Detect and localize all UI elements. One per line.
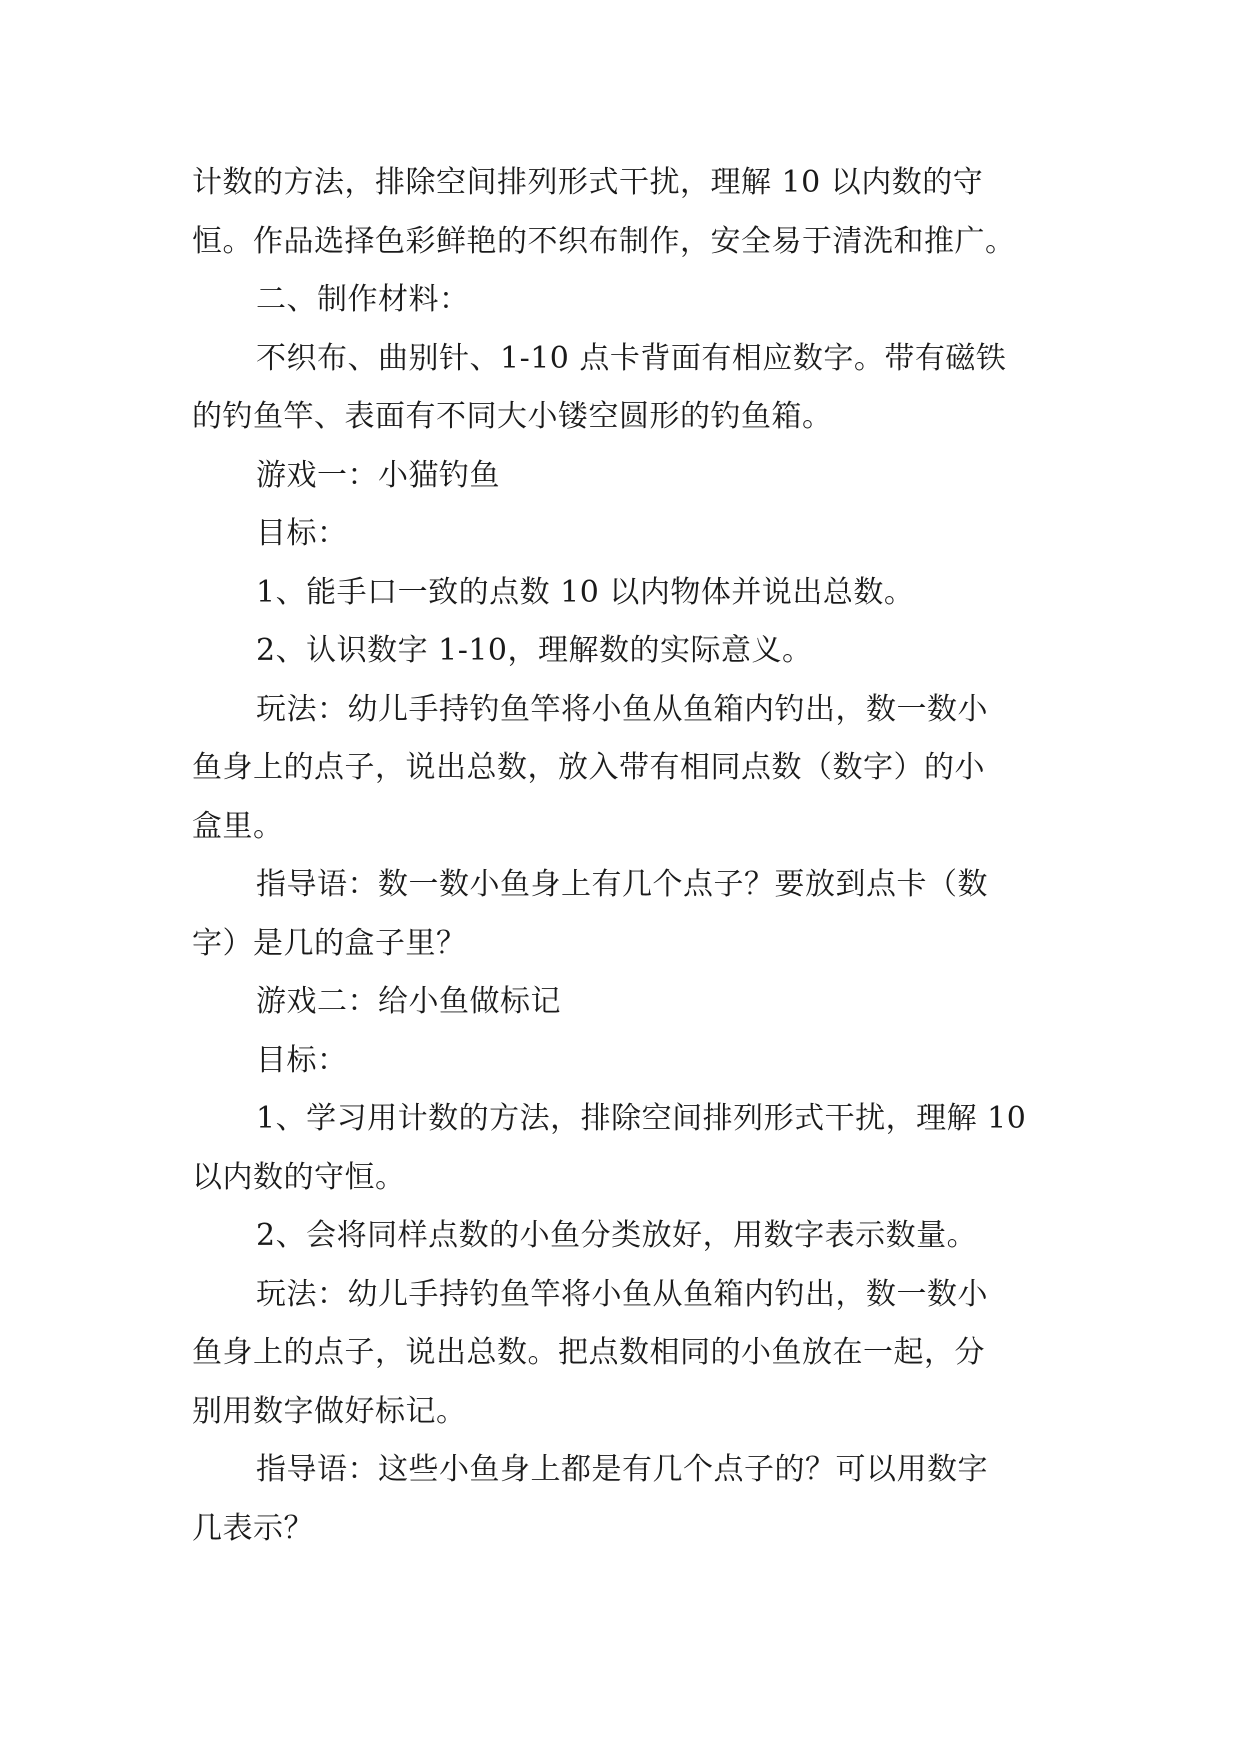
text-line: 字）是几的盒子里？ xyxy=(192,925,467,961)
text-line: 玩法：幼儿手持钓鱼竿将小鱼从鱼箱内钓出，数一数小 xyxy=(256,1276,988,1312)
text-line: 1、学习用计数的方法，排除空间排列形式干扰，理解 10 xyxy=(256,1101,1027,1136)
goal-label: 目标： xyxy=(256,516,348,551)
text-line: 不织布、曲别针、1-10 点卡背面有相应数字。带有磁铁 xyxy=(256,340,1007,376)
text-line: 指导语：数一数小鱼身上有几个点子？要放到点卡（数 xyxy=(256,867,988,902)
text-line: 鱼身上的点子，说出总数，放入带有相同点数（数字）的小 xyxy=(192,750,985,785)
text-line: 以内数的守恒。 xyxy=(192,1159,406,1195)
text-line: 盒里。 xyxy=(192,808,284,844)
text-line: 别用数字做好标记。 xyxy=(192,1393,467,1429)
document-body xyxy=(192,154,1062,1558)
text-line: 1、能手口一致的点数 10 以内物体并说出总数。 xyxy=(256,574,915,610)
text-line: 玩法：幼儿手持钓鱼竿将小鱼从鱼箱内钓出，数一数小 xyxy=(256,691,988,727)
text-line: 的钓鱼竿、表面有不同大小镂空圆形的钓鱼箱。 xyxy=(192,399,833,434)
text-line: 2、会将同样点数的小鱼分类放好，用数字表示数量。 xyxy=(256,1218,978,1253)
text-line: 计数的方法，排除空间排列形式干扰，理解 10 以内数的守 xyxy=(192,165,984,200)
section-heading: 二、制作材料： xyxy=(256,282,470,317)
text-line: 鱼身上的点子，说出总数。把点数相同的小鱼放在一起，分 xyxy=(192,1335,985,1370)
text-line: 2、认识数字 1-10，理解数的实际意义。 xyxy=(256,633,813,668)
text-line: 几表示？ xyxy=(192,1510,314,1546)
goal-label: 目标： xyxy=(256,1042,348,1078)
game-heading: 游戏二：给小鱼做标记 xyxy=(256,984,561,1019)
game-heading: 游戏一：小猫钓鱼 xyxy=(256,457,500,493)
text-line: 指导语：这些小鱼身上都是有几个点子的？可以用数字 xyxy=(256,1452,988,1487)
text-line: 恒。作品选择色彩鲜艳的不织布制作，安全易于清洗和推广。 xyxy=(192,223,1016,259)
